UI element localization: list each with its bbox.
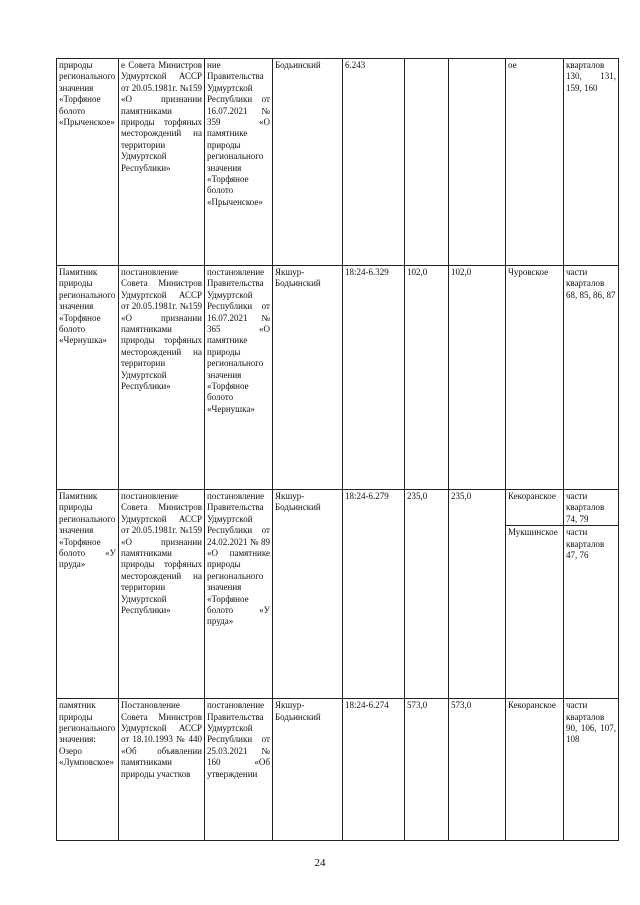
- table-row: [57, 699, 619, 841]
- table-row: [57, 59, 619, 266]
- cell-gov-decree: постановление Правительства Удмуртской Республики от 16.07.2021 № 365 «О памятнике природы регионального значения «Торфяное болото «Чернушка»: [205, 266, 273, 490]
- cell-cadastre: 18:24-6.274: [343, 699, 405, 841]
- cell-district: Кекоранское: [506, 699, 564, 841]
- cell-area-forest: 102,0: [449, 266, 506, 490]
- cell-cadastre: 18:24-6.279: [343, 490, 405, 699]
- cell-ussr-decree: Постановление Совета Министров Удмуртской АССР от 18.10.1993 № 440 «Об объявлении памятниками природы участков: [119, 699, 205, 841]
- cell-area-forest: 573,0: [449, 699, 506, 841]
- cell-name: памятник природы регионального значения: Озеро «Лумповское»: [57, 699, 119, 841]
- cell-name: Памятник природы регионального значения «Торфяное болото «Чернушка»: [57, 266, 119, 490]
- cell-quarters: части кварталов 74, 79: [564, 490, 619, 526]
- cell-quarters: части кварталов 68, 85, 86, 87: [564, 266, 619, 490]
- cell-ussr-decree: постановление Совета Министров Удмуртской АССР от 20.05.1981г. №159 «О признании памятниками природы торфяных месторождений на территории Удмуртской Республики»: [119, 490, 205, 699]
- cell-area-total: 573,0: [405, 699, 449, 841]
- cell-gov-decree: постановление Правительства Удмуртской Республики от 25.03.2021 № 160 «Об утверждении: [205, 699, 273, 841]
- cell-quarters: части кварталов 90, 106, 107, 108: [564, 699, 619, 841]
- cell-district: ое: [506, 59, 564, 266]
- cell-quarters: части кварталов 47, 76: [564, 526, 619, 699]
- page-number: 24: [314, 857, 326, 869]
- cell-forestry: Якшур-Бодьинский: [273, 699, 343, 841]
- cell-area-total: [405, 59, 449, 266]
- cell-area-total: 102,0: [405, 266, 449, 490]
- cell-cadastre: 18:24-6.329: [343, 266, 405, 490]
- cell-district: Мукшинское: [506, 526, 564, 699]
- cell-area-forest: [449, 59, 506, 266]
- cell-area-total: 235,0: [405, 490, 449, 699]
- cell-gov-decree: ние Правительства Удмуртской Республики от 16.07.2021 № 359 «О памятнике природы регионального значения «Торфяное болото «Прыченское»: [205, 59, 273, 266]
- cell-forestry: Якшур-Бодьинский: [273, 266, 343, 490]
- cell-gov-decree: постановление Правительства Удмуртской Республики от 24.02.2021 № 89 «О памятнике природы регионального значения «Торфяное болото «У пруда»: [205, 490, 273, 699]
- cell-district: Чуровское: [506, 266, 564, 490]
- table-row: [57, 490, 619, 526]
- cell-ussr-decree: постановление Совета Министров Удмуртской АССР от 20.05.1981г. №159 «О признании памятниками природы торфяных месторождений на территории Удмуртской Республики»: [119, 266, 205, 490]
- cell-name: Памятник природы регионального значения «Торфяное болото «У пруда»: [57, 490, 119, 699]
- table-row: [57, 266, 619, 490]
- cell-quarters: кварталов 130, 131, 159, 160: [564, 59, 619, 266]
- cell-ussr-decree: е Совета Министров Удмуртской АССР от 20.05.1981г. №159 «О признании памятниками природы торфяных месторождений на территории Удмуртской Республики»: [119, 59, 205, 266]
- document-table: [56, 58, 619, 841]
- cell-name: природы регионального значения «Торфяное болото «Прыченское»: [57, 59, 119, 266]
- cell-area-forest: 235,0: [449, 490, 506, 699]
- cell-cadastre: 6.243: [343, 59, 405, 266]
- cell-district: Кекоранское: [506, 490, 564, 526]
- cell-forestry: Якшур-Бодьинский: [273, 490, 343, 699]
- cell-forestry: Бодьинский: [273, 59, 343, 266]
